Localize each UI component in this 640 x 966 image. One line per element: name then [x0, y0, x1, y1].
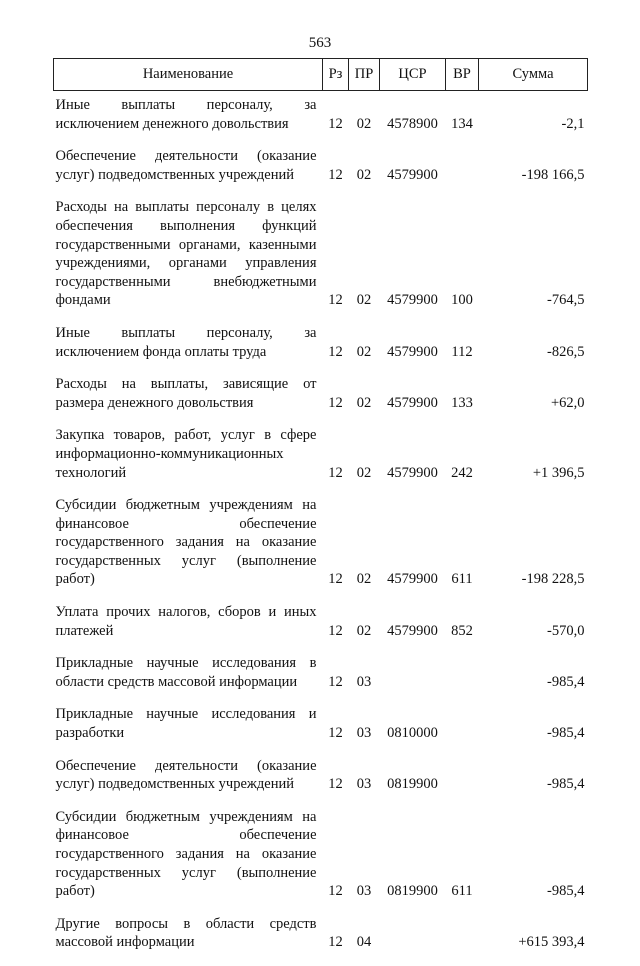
- cell-vr: [446, 915, 479, 966]
- cell-sum: -985,4: [547, 776, 585, 793]
- cell-name: Субсидии бюджетным учреждениям на финансовое обеспечение государственного задания на оказание государственных услуг (выполнение работ): [55, 808, 317, 900]
- cell-rz: 12: [328, 934, 343, 951]
- cell-pr: 02: [356, 166, 372, 183]
- cell-csr: 4579900: [387, 464, 438, 481]
- cell-rz: 12: [328, 725, 343, 742]
- table-row: [54, 808, 588, 915]
- cell-vr: [446, 757, 479, 808]
- cell-sum: -570,0: [547, 622, 585, 639]
- cell-rz: 12: [328, 464, 343, 481]
- cell-rz: 12: [328, 166, 343, 183]
- cell-pr: 02: [356, 464, 372, 481]
- cell-sum: -198 166,5: [521, 166, 585, 183]
- cell-vr: 242: [451, 464, 473, 481]
- cell-csr: 4579900: [387, 622, 438, 639]
- table-row: [54, 915, 588, 966]
- cell-csr: 4579900: [387, 343, 438, 360]
- cell-rz: 12: [328, 343, 343, 360]
- cell-vr: 133: [451, 394, 473, 411]
- page-number: 563: [308, 35, 332, 51]
- cell-sum: -764,5: [547, 292, 585, 309]
- header-name: Наименование: [54, 59, 323, 91]
- header-rz: Рз: [323, 59, 349, 91]
- cell-vr: 112: [451, 343, 473, 360]
- cell-csr: 0810000: [387, 725, 438, 742]
- header-sum: Сумма: [479, 59, 588, 91]
- cell-vr: [446, 654, 479, 705]
- cell-sum: -985,4: [547, 883, 585, 900]
- cell-pr: 02: [356, 115, 372, 132]
- table-row: [54, 147, 588, 198]
- cell-vr: [446, 147, 479, 198]
- cell-pr: 03: [356, 883, 372, 900]
- cell-rz: 12: [328, 571, 343, 588]
- cell-sum: -198 228,5: [521, 571, 585, 588]
- cell-name: Обеспечение деятельности (оказание услуг) подведомственных учреждений: [55, 148, 317, 183]
- cell-name: Субсидии бюджетным учреждениям на финансовое обеспечение государственного задания на оказание государственных услуг (выполнение работ): [55, 497, 317, 588]
- cell-sum: +615 393,4: [518, 934, 585, 951]
- table-header-row: [54, 59, 588, 91]
- cell-rz: 12: [328, 673, 343, 690]
- header-vr: ВР: [446, 59, 479, 91]
- cell-csr: [380, 654, 446, 705]
- table-row: [54, 496, 588, 603]
- cell-csr: 4579900: [387, 292, 438, 309]
- cell-vr: [446, 705, 479, 756]
- cell-name: Расходы на выплаты, зависящие от размера денежного довольствия: [55, 376, 317, 411]
- header-pr: ПР: [349, 59, 380, 91]
- cell-pr: 02: [356, 571, 372, 588]
- table-row: [54, 426, 588, 496]
- cell-pr: 03: [356, 776, 372, 793]
- cell-name: Прикладные научные исследования и разработки: [55, 706, 317, 742]
- cell-name: Обеспечение деятельности (оказание услуг) подведомственных учреждений: [55, 757, 317, 793]
- table-row: [54, 375, 588, 426]
- cell-rz: 12: [328, 622, 343, 639]
- table-row: [54, 757, 588, 808]
- cell-vr: 134: [451, 115, 473, 132]
- cell-pr: 02: [356, 394, 372, 411]
- cell-rz: 12: [328, 883, 343, 900]
- cell-name: Расходы на выплаты персоналу в целях обеспечения выполнения функций государственными органами, казенными учреждениями, органами управления государственными внебюджетными фондами: [55, 199, 317, 309]
- table-row: [54, 603, 588, 654]
- cell-csr: 4578900: [387, 115, 438, 132]
- cell-vr: 611: [451, 883, 473, 900]
- cell-csr: [380, 915, 446, 966]
- cell-pr: 02: [356, 292, 372, 309]
- cell-sum: +1 396,5: [532, 464, 585, 481]
- table-row: [54, 91, 588, 148]
- cell-rz: 12: [328, 394, 343, 411]
- cell-name: Уплата прочих налогов, сборов и иных платежей: [55, 604, 317, 639]
- cell-vr: 100: [451, 292, 473, 309]
- cell-csr: 4579900: [387, 166, 438, 183]
- table-row: [54, 198, 588, 324]
- cell-pr: 04: [356, 934, 372, 951]
- budget-table: [53, 58, 588, 966]
- cell-csr: 0819900: [387, 883, 438, 900]
- cell-sum: -985,4: [547, 673, 585, 690]
- cell-pr: 02: [356, 622, 372, 639]
- table-row: [54, 705, 588, 756]
- cell-sum: +62,0: [550, 394, 585, 411]
- cell-csr: 4579900: [387, 571, 438, 588]
- cell-name: Другие вопросы в области средств массовой информации: [55, 915, 317, 951]
- cell-rz: 12: [328, 292, 343, 309]
- cell-sum: -826,5: [547, 343, 585, 360]
- cell-name: Иные выплаты персоналу, за исключением денежного довольствия: [55, 97, 317, 132]
- cell-vr: 611: [451, 571, 473, 588]
- cell-rz: 12: [328, 115, 343, 132]
- table-row: [54, 654, 588, 705]
- cell-csr: 4579900: [387, 394, 438, 411]
- cell-sum: -2,1: [561, 115, 585, 132]
- cell-rz: 12: [328, 776, 343, 793]
- cell-name: Иные выплаты персоналу, за исключением фонда оплаты труда: [55, 324, 317, 360]
- cell-pr: 03: [356, 725, 372, 742]
- cell-name: Закупка товаров, работ, услуг в сфере информационно-коммуникационных технологий: [55, 427, 317, 481]
- cell-sum: -985,4: [547, 725, 585, 742]
- table-row: [54, 324, 588, 375]
- cell-vr: 852: [451, 622, 473, 639]
- cell-csr: 0819900: [387, 776, 438, 793]
- cell-pr: 03: [356, 673, 372, 690]
- cell-name: Прикладные научные исследования в области средств массовой информации: [55, 655, 317, 690]
- cell-pr: 02: [356, 343, 372, 360]
- header-csr: ЦСР: [380, 59, 446, 91]
